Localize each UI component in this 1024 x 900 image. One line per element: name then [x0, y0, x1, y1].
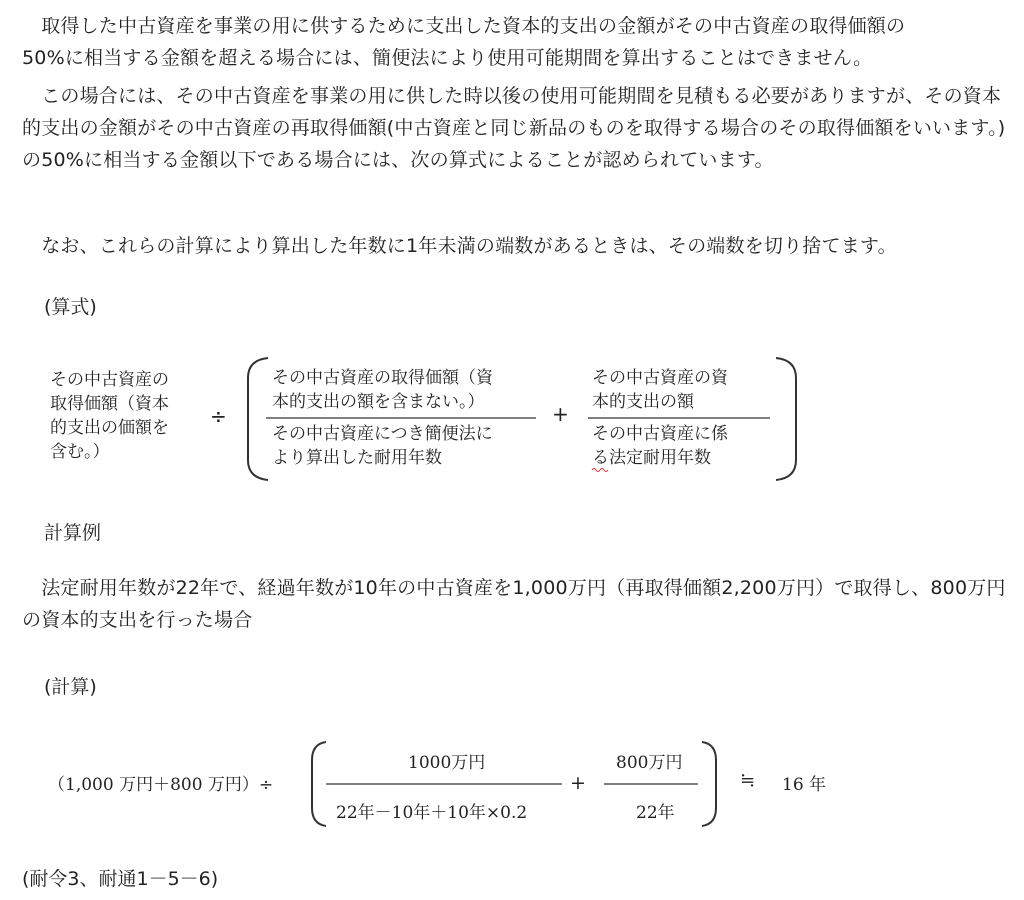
example-heading: 計算例 — [44, 522, 102, 544]
calc-right-bracket — [702, 742, 716, 826]
formula-left-line: 的支出の価額を — [50, 418, 169, 438]
calc-fraction-2-numerator: 800万円 — [616, 753, 683, 773]
intro-line-1: 取得した中古資産を事業の用に供するために支出した資本的支出の金額がその中古資産の取得価額の — [22, 15, 906, 37]
formula-left-line: 取得価額（資本 — [50, 394, 169, 414]
fraction-text: その中古資産につき簡便法に — [272, 424, 493, 444]
formula-left-line: 含む。） — [50, 442, 110, 462]
formula-divide-sign: ÷ — [210, 404, 227, 428]
intro-paragraph-3: なお、これらの計算により算出した年数に1年未満の端数があるときは、その端数を切り捨てます。 — [22, 235, 897, 257]
spellcheck-squiggle — [592, 469, 608, 472]
formula-left-bracket — [248, 358, 268, 480]
calc-heading: (計算) — [44, 676, 97, 698]
intro-line-2: 50%に相当する金額を超える場合には、簡便法により使用可能期間を算出することはできません。 — [22, 47, 873, 69]
fraction-text: 本的支出の額 — [592, 392, 694, 412]
calc-approx-sign: ≒ — [740, 770, 756, 791]
calc-result: 16 年 — [782, 775, 827, 795]
formula-right-bracket — [776, 358, 796, 480]
fraction-text: より算出した耐用年数 — [272, 448, 442, 468]
fraction-text: る法定耐用年数 — [592, 448, 711, 468]
formula-plus-sign: + — [552, 402, 569, 426]
calc-left-bracket — [312, 742, 326, 826]
fraction-text: 本的支出の額を含まない。） — [272, 392, 485, 412]
calc-fraction-2-denominator: 22年 — [636, 803, 675, 823]
example-text: 法定耐用年数が22年で、経過年数が10年の中古資産を1,000万円（再取得価額2,200万円）で取得し、800万円の資本的支出を行った場合 — [22, 577, 1006, 631]
formula-left-line: その中古資産の — [50, 370, 169, 390]
intro-paragraph-2: この場合には、その中古資産を事業の用に供した時以後の使用可能期間を見積もる必要がありますが、その資本的支出の金額がその中古資産の再取得価額(中古資産と同じ新品のものを取得する場合のその取得価額をいいます。)の50%に相当する金額以下である場合には、次の算式によることが認められています。 — [22, 85, 1006, 171]
calc-fraction-1-denominator: 22年－10年＋10年×0.2 — [336, 803, 528, 823]
fraction-text: その中古資産に係 — [592, 424, 728, 444]
calc-fraction-1-numerator: 1000万円 — [408, 753, 486, 773]
calc-left-term: （1,000 万円＋800 万円）÷ — [48, 775, 274, 795]
formula-heading: (算式) — [44, 296, 97, 318]
calc-plus-sign: + — [570, 772, 586, 794]
footer-reference: (耐令3、耐通1－5－6) — [22, 868, 219, 890]
fraction-text: その中古資産の取得価額（資 — [272, 368, 493, 388]
fraction-text: その中古資産の資 — [592, 368, 728, 388]
